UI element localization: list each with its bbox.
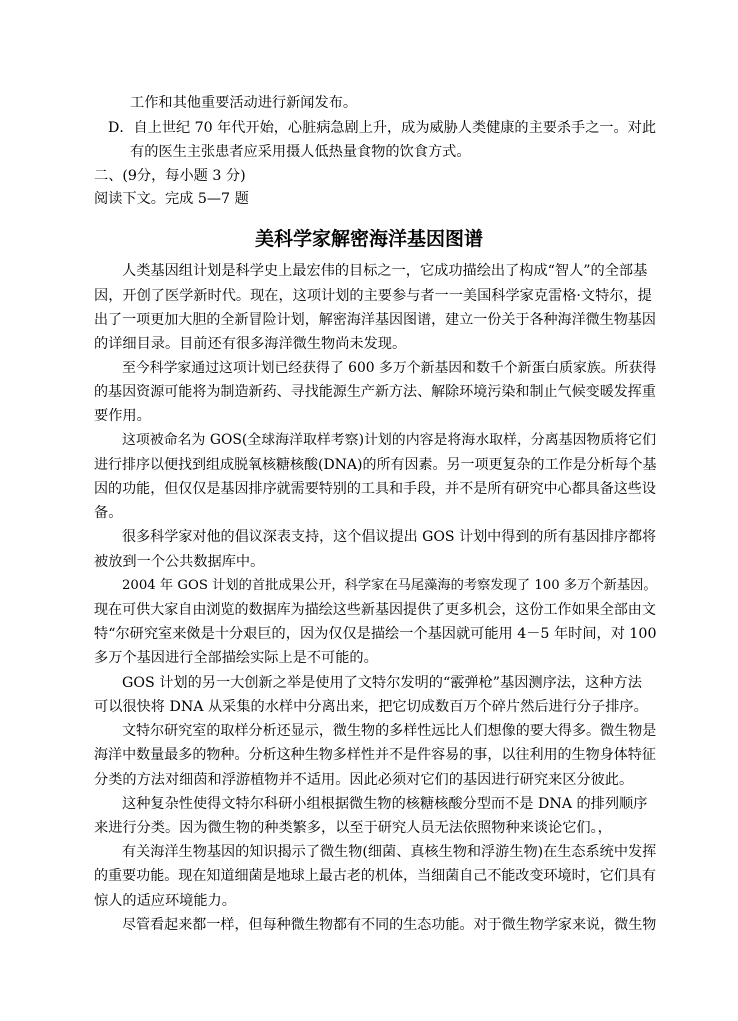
paragraph-6-line: 可以很快将 DNA 从采集的水样中分离出来，把它切成数百万个碎片然后进行分子排序。 xyxy=(94,699,648,715)
paragraph-1-line: 的详细目录。目前还有很多海洋微生物尚未发现。 xyxy=(94,336,407,352)
option-d-line-1: D．自上世纪 70 年代开始，心脏病急剧上升，成为威胁人类健康的主要杀手之一。对此 xyxy=(108,120,656,136)
paragraph-3-line: 备。 xyxy=(94,505,123,521)
section-heading: 二、(9分，每小题 3 分) xyxy=(94,168,246,184)
paragraph-3-line: 因的功能，但仅仅是基因排序就需要特别的工具和手段，并不是所有研究中心都具备这些设 xyxy=(94,481,656,497)
paragraph-10-line: 尽管看起来都一样，但每种微生物都有不同的生态功能。对于微生物学家来说，微生物 xyxy=(122,917,657,933)
instruction: 阅读下文。完成 5—7 题 xyxy=(94,191,249,207)
paragraph-9-line: 惊人的适应环境能力。 xyxy=(94,893,236,909)
paragraph-5-line: 现在可供大家自由浏览的数据库为描绘这些新基因提供了更多机会，这份工作如果全部由文 xyxy=(94,602,656,618)
paragraph-7-line: 海洋中数量最多的物种。分析这种生物多样性并不是件容易的事，以往利用的生物身体特征 xyxy=(94,747,656,763)
paragraph-3-line: 这项被命名为 GOS(全球海洋取样考察)计划的内容是将海水取样，分离基因物质将它们 xyxy=(122,432,657,448)
paragraph-5-line: 2004 年 GOS 计划的首批成果公开，科学家在马尾藻海的考察发现了 100 多万个新基因。 xyxy=(122,578,657,593)
paragraph-9-line: 有关海洋生物基因的知识揭示了微生物(细菌、真核生物和浮游生物)在生态系统中发挥 xyxy=(122,844,657,860)
option-c-continuation: 工作和其他重要活动进行新闻发布。 xyxy=(130,95,358,111)
paragraph-3-line: 进行排序以便找到组成脱氧核糖核酸(DNA)的所有因素。另一项更复杂的工作是分析每个基 xyxy=(94,457,657,473)
paragraph-1-line: 人类基因组计划是科学史上最宏伟的目标之一，它成功描绘出了构成“智人”的全部基 xyxy=(122,263,648,279)
paragraph-2-line: 要作用。 xyxy=(94,408,151,424)
article-title: 美科学家解密海洋基因图谱 xyxy=(254,228,483,250)
paragraph-8-line: 来进行分类。因为微生物的种类繁多，以至于研究人员无法依照物种来谈论它们。， xyxy=(94,820,612,836)
paragraph-1-line: 出了一项更加大胆的全新冒险计划，解密海洋基因图谱，建立一份关于各种海洋微生物基因 xyxy=(94,312,656,328)
paragraph-4-line: 被放到一个公共数据库中。 xyxy=(94,554,265,570)
paragraph-7-line: 文特尔研究室的取样分析还显示，微生物的多样性远比人们想像的要大得多。微生物是 xyxy=(122,723,657,739)
paragraph-8-line: 这种复杂性使得文特尔科研小组根据微生物的核糖核酸分型而不是 DNA 的排列顺序 xyxy=(122,796,648,812)
paragraph-7-line: 分类的方法对细茵和浮游植物并不适用。因此必须对它们的基因进行研究来区分彼此。 xyxy=(94,772,634,788)
paragraph-9-line: 的重要功能。现在知道细菌是地球上最古老的机体，当细菌自己不能改变环境时，它们具有 xyxy=(94,868,656,884)
paragraph-1-line: 因，开创了医学新时代。现在，这项计划的主要参与者一一美国科学家克雷格·文特尔，提 xyxy=(94,288,652,304)
option-d-line-2: 有的医生主张患者应采用摄人低热量食物的饮食方式。 xyxy=(130,144,471,160)
paragraph-5-line: 特“尔研究室来傚是十分艰巨的，因为仅仅是描绘一个基因就可能用 4－5 年时间，对 100 xyxy=(94,626,657,642)
paragraph-2-line: 的基因资源可能将为制造新药、寻找能源生产新方法、解除环境污染和制止气候变暖发挥重 xyxy=(94,384,656,400)
paragraph-4-line: 很多科学家对他的倡议深表支持，这个倡议提出 GOS 计划中得到的所有基因排序都将 xyxy=(122,529,657,545)
paragraph-6-line: GOS 计划的另一大创新之举是使用了文特尔发明的“霰弹枪”基因测序法，这种方法 xyxy=(122,675,642,691)
paragraph-2-line: 至今科学家通过这项计划已经获得了 600 多万个新基因和数千个新蛋白质家族。所获得 xyxy=(122,360,657,376)
paragraph-5-line: 多万个基因进行全部描绘实际上是不可能的。 xyxy=(94,650,378,666)
